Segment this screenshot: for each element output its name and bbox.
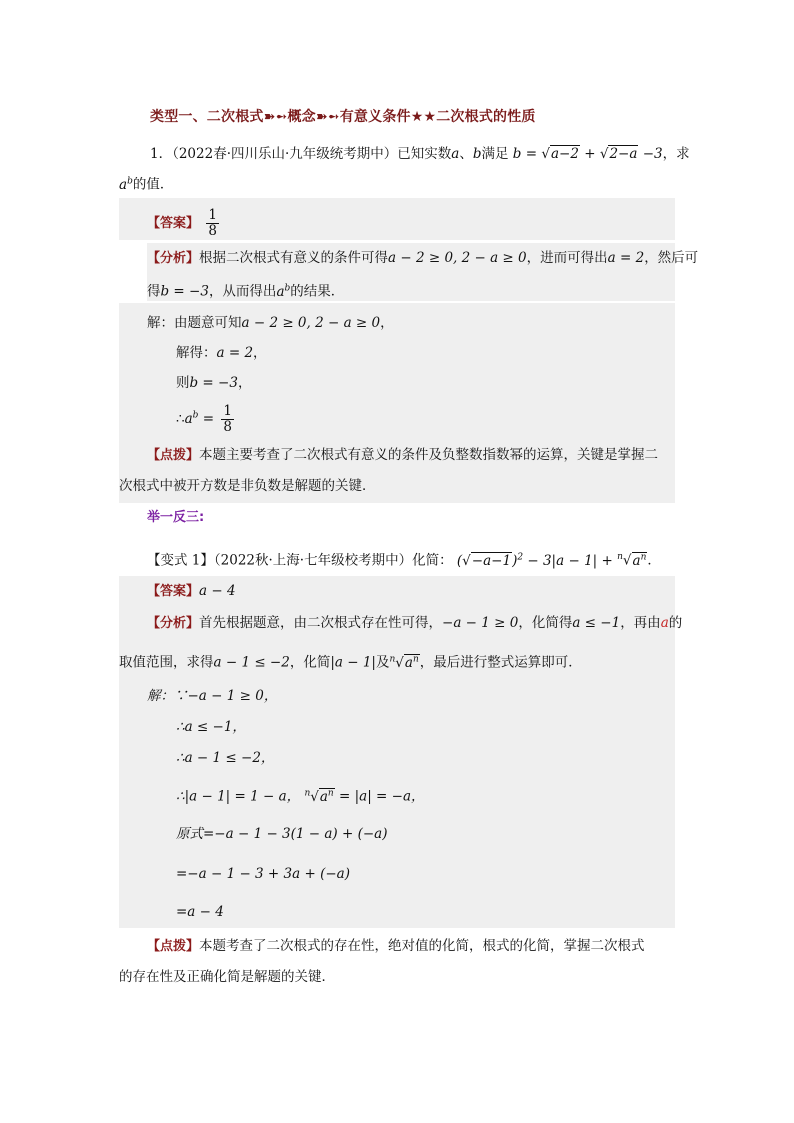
problem-1-equation: b = √a−2 + √2−a −3 (512, 146, 663, 162)
variant-1-step-4: ∴|a − 1| = 1 − a， $^n√a^n = |a| = -a$， (176, 788, 425, 805)
problem-1-note-line1: 【点拨】本题主要考查了二次根式有意义的条件及负整数指数幂的运算，关键是掌握二 (147, 447, 659, 463)
problem-1-analysis-line2: 得b = −3，从而得出$a^b$的结果． (147, 283, 345, 300)
variant-1-statement: 【变式 1】（2022秋·上海·七年级校考期中）化简： $(√-a-1)^2 - 3|a - 1| + ^n√a^n$． (147, 552, 661, 569)
variant-1-step-6: =−a − 1 − 3 + 3a + (−a) (176, 866, 350, 882)
variant-1-expression: $(√-a-1)^2 - 3|a - 1| + ^n√a^n$ (456, 552, 647, 569)
variant-1-step-1: 解：∵−a − 1 ≥ 0， (147, 688, 278, 704)
variant-1-answer: 【答案】a − 4 (147, 583, 236, 599)
variant-1-step-2: ∴a ≤ −1， (176, 719, 246, 735)
problem-1-question: $a^b$的值． (119, 176, 174, 193)
problem-1-answer: 【答案】 $\frac{1}{8}$ (147, 207, 217, 239)
practice-heading: 举一反三: (147, 510, 205, 525)
variant-1-note-line2: 的存在性及正确化简是解题的关键． (119, 969, 335, 985)
variant-1-note-line1: 【点拨】本题考查了二次根式的存在性，绝对值的化简，根式的化简，掌握二次根式 (147, 938, 645, 954)
problem-1-solution-line4: $\therefore a^b$ = $\frac{1}{8}$ (176, 403, 232, 435)
problem-1-analysis-line1: 【分析】根据二次根式有意义的条件可得a − 2 ≥ 0, 2 − a ≥ 0，进而可得出a = 2，然后可 (147, 250, 699, 266)
problem-1-statement: 1．（2022春·四川乐山·九年级统考期中）已知实数a、b满足 b = √a−2 + √2−a −3，求 (150, 146, 690, 162)
solution-fraction: $\frac{1}{8}$ (223, 403, 232, 435)
variant-1-step-7: =a − 4 (176, 904, 224, 920)
problem-1-solution-line1: 解：由题意可知a − 2 ≥ 0, 2 − a ≥ 0， (147, 315, 394, 331)
variant-1-step-5: 原式=−a − 1 − 3(1 − a) + (−a) (176, 826, 388, 842)
variant-1-step-3: ∴a − 1 ≤ −2， (176, 750, 275, 766)
variant-1-analysis-line2: 取值范围，求得a − 1 ≤ −2，化简|a − 1|及$^n√a^n$，最后进行整式运算即可． (119, 654, 582, 671)
section-title: 类型一、二次根式➽➻概念➽➻有意义条件★★二次根式的性质 (150, 109, 536, 125)
problem-1-note-line2: 次根式中被开方数是非负数是解题的关键． (119, 478, 376, 494)
variant-1-analysis-line1: 【分析】首先根据题意，由二次根式存在性可得，−a − 1 ≥ 0，化简得a ≤ −1，再由a的 (147, 615, 683, 631)
problem-1-solution-line3: 则b = −3， (176, 375, 252, 391)
problem-1-solution-line2: 解得：a = 2， (176, 345, 267, 361)
answer-fraction: $\frac{1}{8}$ (208, 207, 217, 239)
